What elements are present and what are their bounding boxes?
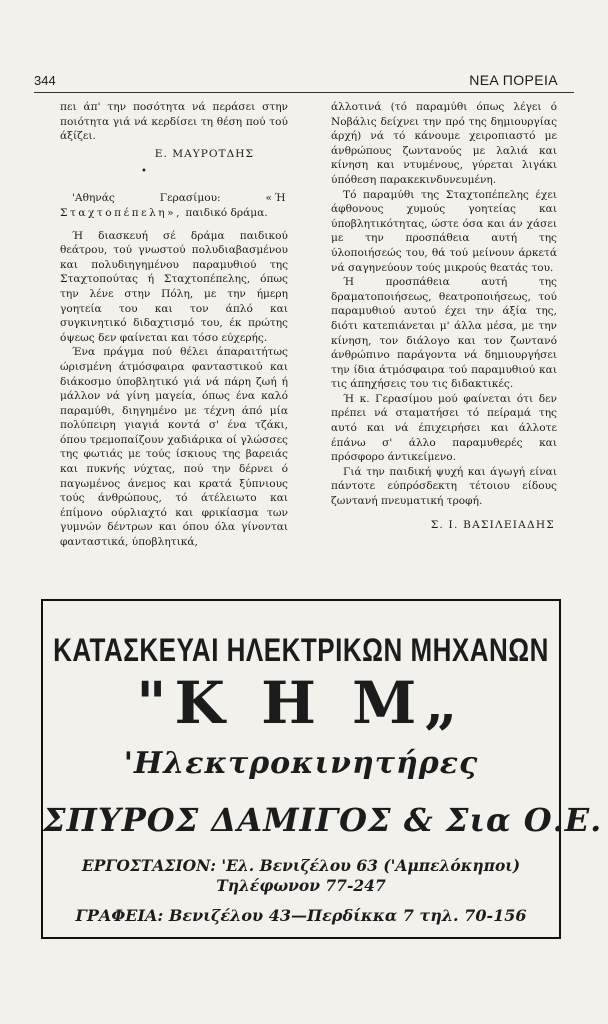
author-signature: Σ. Ι. ΒΑΣΙΛΕΙΑΔΗΣ bbox=[430, 518, 555, 531]
ad-brand: "Κ Η Μ„ bbox=[136, 669, 466, 737]
left-column bbox=[60, 100, 288, 550]
review-title: «Ή Σταχτοπέπελη», bbox=[60, 192, 288, 219]
ad-subtitle: 'Ηλεκτροκινητήρες bbox=[123, 746, 479, 781]
paragraph: πει άπ' την ποσότητα νά περάσει στην ποιότητα γιά νά κερδίσει τη θέση πού τού άξίζει. bbox=[60, 101, 288, 143]
author-signature: Ε. ΜΑΥΡΟΤΔΗΣ bbox=[154, 147, 254, 160]
review-heading bbox=[60, 191, 288, 220]
header-rule bbox=[34, 92, 574, 93]
separator-dot: • bbox=[141, 166, 147, 178]
review-author: 'Αθηνάς Γερασίμου: bbox=[72, 192, 221, 205]
ad-factory-phone: Τηλέφωνον 77-247 bbox=[216, 876, 386, 895]
review-genre: παιδικό δράμα. bbox=[185, 206, 268, 219]
paragraph: Ένα πράγμα πού θέλει άπαραιτήτως ώρισμένη άτμόσφαιρα φανταστικού και διάκοσμο ύποβλητικό γιά νά πάρη ζωή ή μάλλον νά γίνη μαγεία, όπως ένα καλό παραμύθι, διηγημένο με τέχνη άπό μία πολύπειρη γιαγιά κοντά σ' ένα τζάκι, όπου τρεμοπαίζουν χαδιάρικα οί γλώσσες της φωτιάς με τούς ίσκιους της βαρειάς και πυκνής νύχτας, πού την δέρνει ό παγωμένος άνεμος και κρατά ξύπνιους τούς άνθρώπους, τό άτέλειωτο και έπίμονο ούρλιαχτό και φρικίασμα των γυμνών δέντρων και όπου όλα γίνονται φανταστικά, ύποβλητικά, bbox=[60, 346, 288, 549]
paragraph: Ή διασκευή σέ δράμα παιδικού θεάτρου, τού γνωστού πολυδιαβασμένου και πολυδιηγημένου παραμυθιού της Σταχτοπούτας ή Σταχτοπέπελης, όπως την λένε στην Πόλη, με την ήμερη γοητεία του και τον άπλό και συγκινητικό διδαχτισμό του, έκ πρώτης όψεως δεν φαίνεται και τόσο εύχερής. bbox=[60, 229, 288, 344]
paragraph: άλλοτινά (τό παραμύθι όπως λέγει ό Νοβάλις δείχνει την πρό της δημιουργίας άρχή) νά τό κάνουμε χειροπιαστό με άνθρώπους ζωντανούς με λαλιά και κίνηση και ντυμένους, γύρεται λιγάκι ύπόθεση παρακεκινδυνευμένη. bbox=[331, 101, 557, 186]
page-number: 344 bbox=[34, 73, 56, 88]
ad-factory-address: ΕΡΓΟΣΤΑΣΙΟΝ: 'Ελ. Βενιζέλου 63 ('Αμπελόκηποι) bbox=[81, 856, 521, 875]
paragraph: Τό παραμύθι της Σταχτοπέπελης έχει άφθονους χυμούς γοητείας και ύποβλητικότητας, ώστε όσα και άν χάσει με την προσπάθεια αυτή της ύλοποιήσεώς του, θά τού μείνουν άρκετά νά σαγηνεύουν τούς μικρούς θεατάς του. bbox=[331, 188, 557, 274]
right-column bbox=[331, 100, 557, 532]
advertisement-box bbox=[41, 599, 603, 939]
ad-offices: ΓΡΑΦΕΙΑ: Βενιζέλου 43—Περδίκκα 7 τηλ. 70-156 bbox=[75, 906, 527, 925]
running-title: ΝΕΑ ΠΟΡΕΙΑ bbox=[469, 72, 558, 88]
paragraph: Ή προσπάθεια αυτή της δραματοποιήσεως, θεατροποιήσεως, τού παραμυθιού αυτού έχει την άξία της, διότι κατεπιάνεται μ' άλλα μέσα, με την κίνηση, τον διάλογο και τον ζωντανό άνθρώπινο παράγοντα νά δημιουργήσει την ίδια άτμόσφαιρα τού παραμυθιού και τις άπηχήσεις του τις διδακτικές. bbox=[331, 276, 557, 391]
ad-company: ΣΠΥΡΟΣ ΔΑΜΙΓΟΣ & Σια Ο.Ε. bbox=[43, 801, 603, 839]
ad-title: ΚΑΤΑΣΚΕΥΑΙ ΗΛΕΚΤΡΙΚΩΝ ΜΗΧΑΝΩΝ bbox=[53, 631, 549, 669]
paragraph: Γιά την παιδική ψυχή και άγωγή είναι πάντοτε εύπρόσδεκτη τέτοιου είδους ζωντανή πνευματική τροφή. bbox=[331, 465, 557, 508]
paragraph: Ή κ. Γερασίμου μού φαίνεται ότι δεν πρέπει νά σταματήσει τό πείραμά της αυτό και νά έπιχειρήσει και άλλοτε έπάνω σ' άλλο παραμυθερές και πρόσφορο άντικείμενο. bbox=[331, 392, 557, 464]
